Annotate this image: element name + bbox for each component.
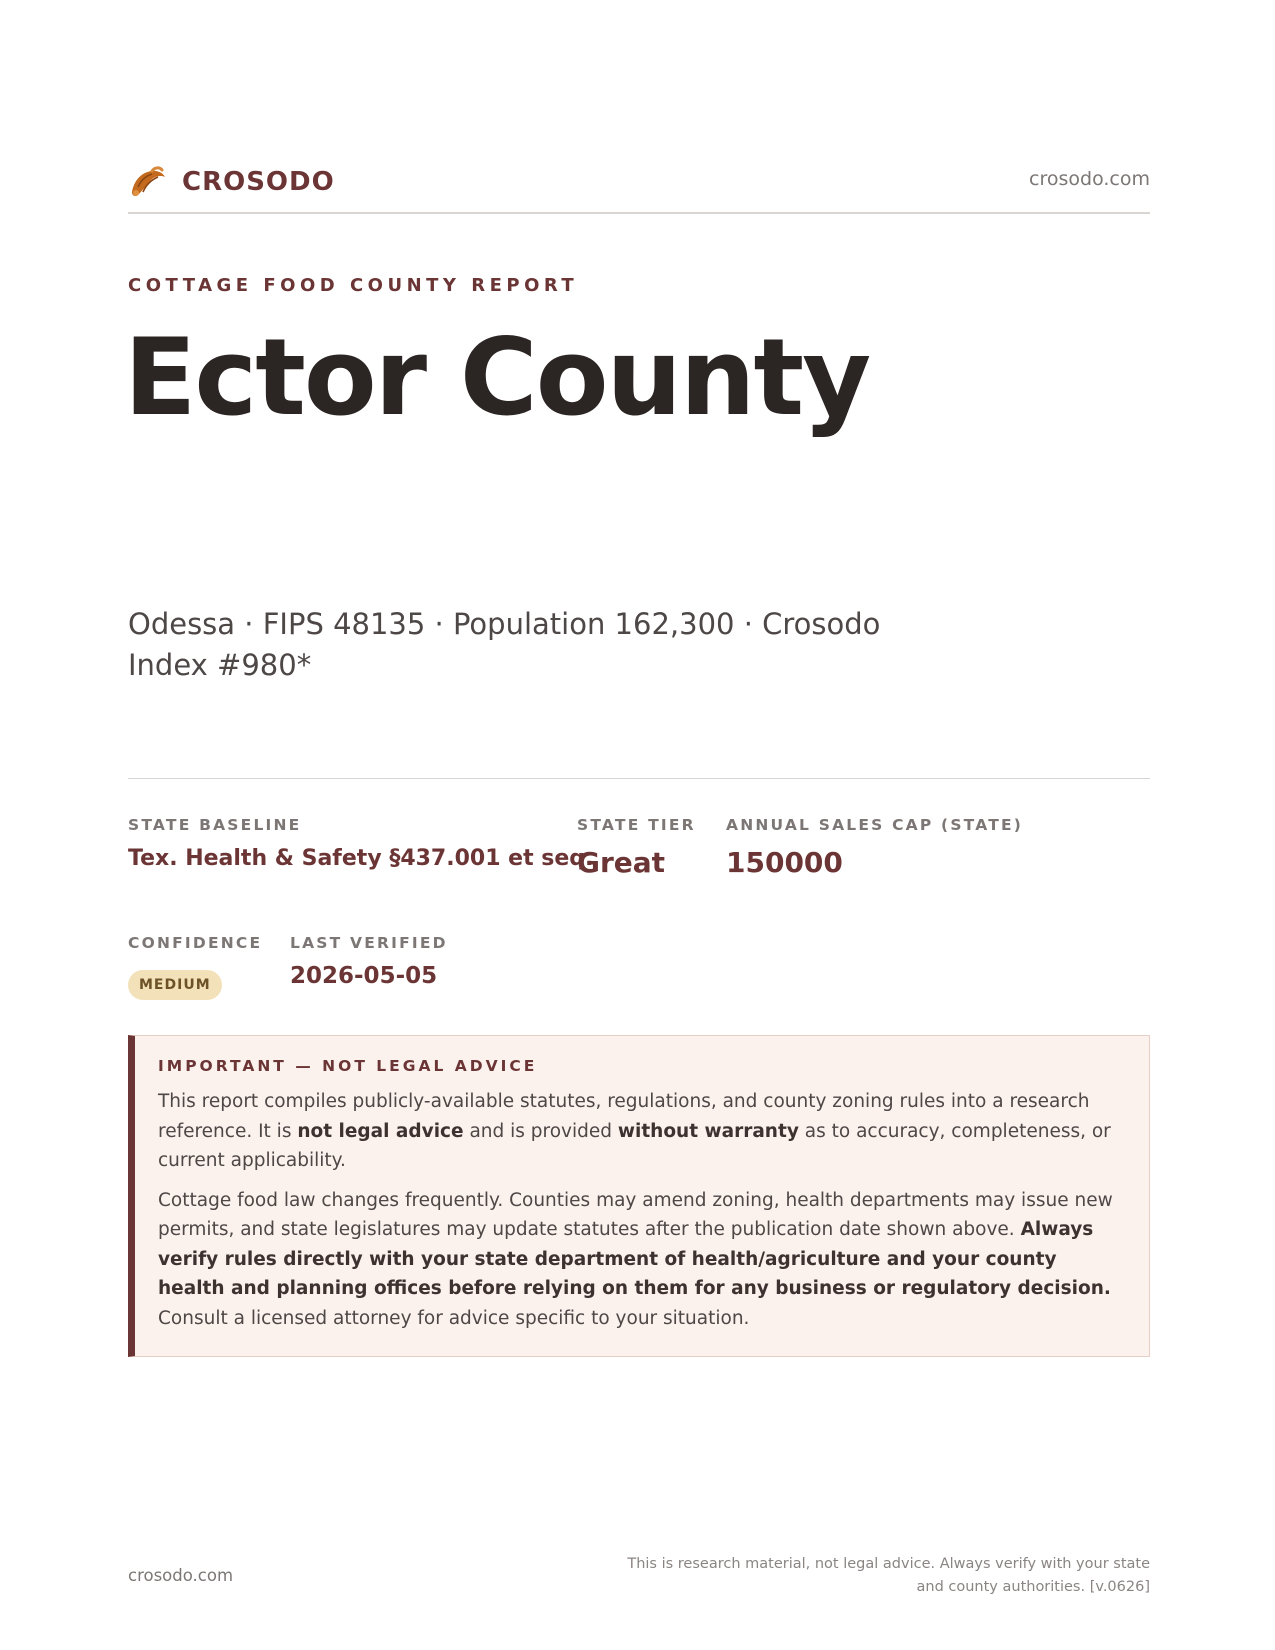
state-tier-label: STATE TIER [577, 816, 696, 834]
sales-cap-value: 150000 [726, 846, 843, 879]
report-kicker: COTTAGE FOOD COUNTY REPORT [128, 275, 579, 296]
notice-title: IMPORTANT — NOT LEGAL ADVICE [158, 1057, 538, 1075]
legal-notice [128, 1035, 1150, 1357]
footer-disclaimer: This is research material, not legal advice. Always verify with your state and county authorities. [v.0626] [627, 1556, 1150, 1595]
notice-paragraph-1: This report compiles publicly-available statutes, regulations, and county zoning rules into a research reference. It is not legal advice and is provided without warranty as to accuracy, completeness, or current applicability. [158, 1091, 1111, 1171]
state-baseline-label: STATE BASELINE [128, 816, 302, 834]
confidence-label: CONFIDENCE [128, 934, 263, 952]
site-link[interactable]: crosodo.com [1029, 168, 1150, 190]
confidence-badge: MEDIUM [128, 970, 222, 1000]
footer-site-link[interactable]: crosodo.com [128, 1566, 234, 1585]
last-verified-label: LAST VERIFIED [290, 934, 448, 952]
page-header [128, 158, 1150, 214]
page-title: Ector County [124, 316, 870, 439]
section-divider [128, 778, 1150, 779]
county-subtitle: Odessa · FIPS 48135 · Population 162,300 · Crosodo Index #980* [128, 607, 881, 682]
brand-name: CROSODO [182, 167, 335, 197]
brand [128, 162, 335, 202]
notice-paragraph-2: Cottage food law changes frequently. Counties may amend zoning, health departments may issue new permits, and state legislatures may update statutes after the publication date shown above. Always verify rules directly with your state department of health/agriculture and your county health and planning offices before relying on them for any business or regulatory decision. Consult a licensed attorney for advice specific to your situation. [158, 1189, 1113, 1329]
state-baseline-value: Tex. Health & Safety §437.001 et seq. [128, 846, 594, 871]
sales-cap-label: ANNUAL SALES CAP (STATE) [726, 816, 1024, 834]
last-verified-value: 2026-05-05 [290, 963, 438, 989]
croissant-icon [128, 162, 168, 202]
state-tier-value: Great [577, 846, 666, 879]
